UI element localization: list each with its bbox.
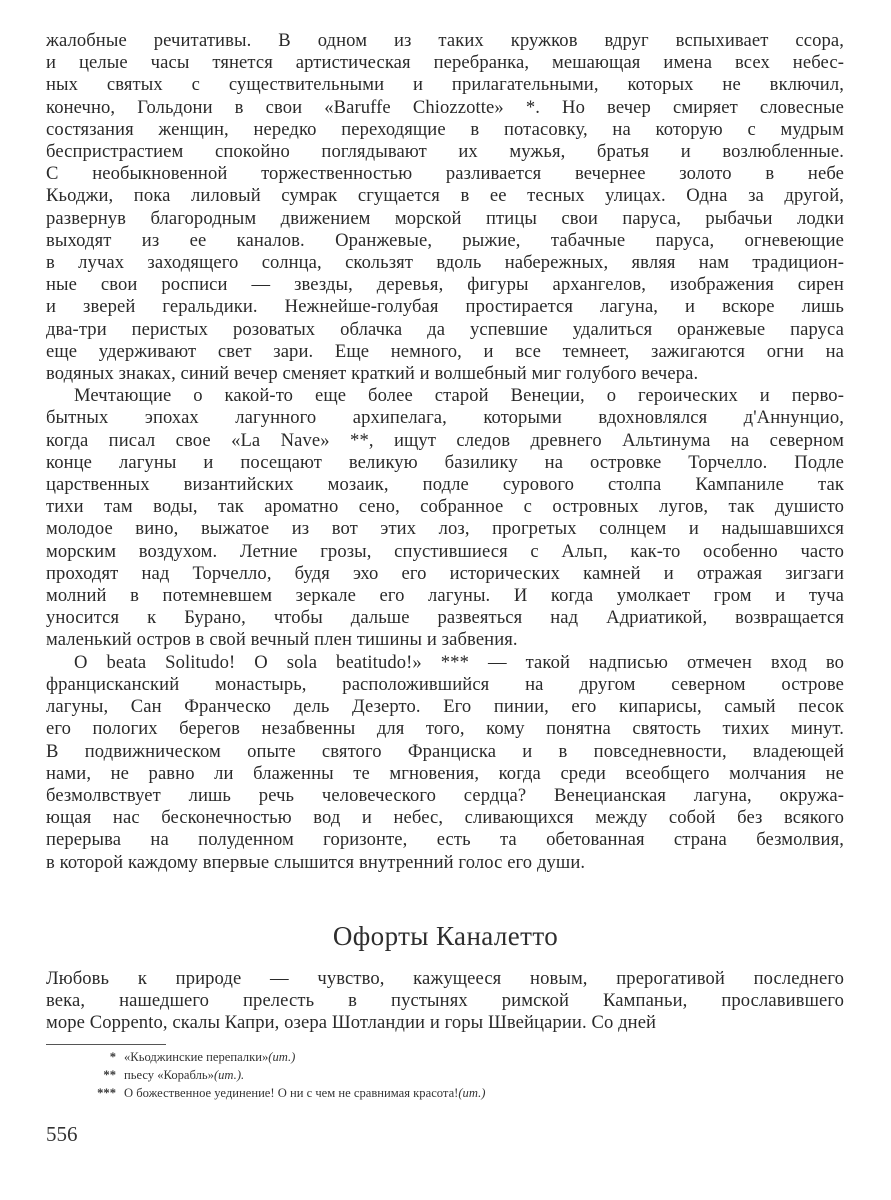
footnote-note: (ит.). xyxy=(213,1068,245,1082)
text-line: маленький остров в свой вечный плен тишины и забвения. xyxy=(46,629,518,651)
text-line: проходят над Торчелло, будя эхо его исторических камней и отражая зигзаги xyxy=(46,562,844,584)
footnotes xyxy=(46,1048,844,1102)
text-line: Кьоджи, пока лиловый сумрак сгущается в ее тесных улицах. Одна за другой, xyxy=(46,185,844,207)
text-line: водяных знаках, синий вечер сменяет краткий и волшебный миг голубого вечера. xyxy=(46,363,699,385)
footnote-text: «Кьоджинские перепалки» xyxy=(124,1050,269,1064)
text-line: и зверей геральдики. Нежнейше-голубая простирается лагуна, и вскоре лишь xyxy=(46,296,844,318)
section-canaletto-text xyxy=(46,968,844,1035)
paragraph-canaletto-intro xyxy=(46,968,844,1035)
footnote-mark: *** xyxy=(97,1086,116,1100)
paragraph-chioggia xyxy=(46,30,844,385)
text-line: выходят из ее каналов. Оранжевые, рыжие, табачные паруса, огневеющие xyxy=(46,229,844,251)
text-line: францисканский монастырь, расположившийся на другом северном острове xyxy=(46,673,844,695)
footnote-1 xyxy=(46,1048,844,1066)
footnote-mark: * xyxy=(109,1050,116,1064)
footnote-divider xyxy=(46,1044,166,1045)
text-line: море Соррento, скалы Капри, озера Шотландии и горы Швейцарии. Со дней xyxy=(46,1012,657,1034)
text-line: бытных эпохах лагунного архипелага, которыми вдохновлялся д'Аннунцио, xyxy=(46,407,844,429)
text-line: морским воздухом. Летние грозы, спустившиеся с Альп, как-то особенно часто xyxy=(46,540,844,562)
text-line: уносится к Бурано, чтобы дальше развеяться над Адриатикой, возвращается xyxy=(46,607,844,629)
text-line: нами, не равно ли блаженны те мгновения, когда среди всеобщего молчания не xyxy=(46,762,844,784)
text-line: беспристрастием спокойно поглядывают их мужья, братья и возлюбленные. xyxy=(46,141,844,163)
footnote-note: (ит.) xyxy=(268,1050,296,1064)
text-line: развернув благородным движением морской птицы свои паруса, рыбачьи лодки xyxy=(46,207,844,229)
text-line: лагуны, Сан Франческо дель Дезерто. Его пинии, его кипарисы, самый песок xyxy=(46,696,844,718)
text-line: еще удерживают свет зари. Еще немного, и все темнеет, зажигаются огни на xyxy=(46,340,844,362)
footnote-text: пьесу «Корабль» xyxy=(124,1068,214,1082)
footnote-note: (ит.) xyxy=(458,1086,486,1100)
footnote-3 xyxy=(46,1084,844,1102)
paragraph-san-francesco xyxy=(46,652,844,874)
text-line: С необыкновенной торжественностью разливается вечернее золото в небе xyxy=(46,163,844,185)
footnote-text: О божественное уединение! О ни с чем не сравнимая красота! xyxy=(124,1086,459,1100)
text-line: безмолвствует лишь речь человеческого сердца? Венецианская лагуна, окружа- xyxy=(46,784,844,806)
main-text xyxy=(46,30,844,874)
text-line: В подвижническом опыте святого Франциска и в повседневности, владеющей xyxy=(46,740,844,762)
text-line: два-три перистых розоватых облачка да успевшие удалиться оранжевые паруса xyxy=(46,318,844,340)
text-line: конечно, Гольдони в свои «Baruffe Chiozzotte» *. Но вечер смиряет словесные xyxy=(46,96,844,118)
text-line: ные свои росписи — звезды, деревья, фигуры архангелов, изображения сирен xyxy=(46,274,844,296)
text-line: царственных византийских мозаик, подле сурового столпа Кампаниле так xyxy=(46,474,844,496)
text-line: ных святых с существительными и прилагательными, которых не включил, xyxy=(46,74,844,96)
text-line: века, нашедшего прелесть в пустынях римской Кампаньи, прославившего xyxy=(46,990,844,1012)
page-number: 556 xyxy=(46,1122,78,1146)
section-title: Офорты Каналетто xyxy=(332,921,559,951)
text-line: состязания женщин, нередко переходящие в потасовку, на которую с мудрым xyxy=(46,118,844,140)
text-line: конце лагуны и посещают великую базилику на островке Торчелло. Подле xyxy=(46,451,844,473)
text-line: тихи там воды, так ароматно сено, собранное с островных лугов, так душисто xyxy=(46,496,844,518)
text-line: Мечтающие о какой-то еще более старой Венеции, о героических и перво- xyxy=(74,385,844,407)
text-line: O beata Solitudo! O sola beatitudo!» *** — такой надписью отмечен вход во xyxy=(74,651,844,673)
text-line: ющая нас бесконечностью вод и небес, сливающихся между собой без всякого xyxy=(46,807,844,829)
text-line: в лучах заходящего солнца, скользят вдоль набережных, являя нам традицион- xyxy=(46,252,844,274)
text-line: жалобные речитативы. В одном из таких кружков вдруг вспыхивает ссора, xyxy=(46,30,844,51)
text-line: и целые часы тянется артистическая перебранка, мешающая имена всех небес- xyxy=(46,52,844,74)
text-line: молодое вино, выжатое из вот этих лоз, прогретых солнцем и надышавшихся xyxy=(46,518,844,540)
text-line: перерыва на полуденном горизонте, есть та обетованная страна безмолвия, xyxy=(46,829,844,851)
text-line: его пологих берегов незабвенны для того, кому понятна святость тихих минут. xyxy=(46,718,844,740)
footnote-2 xyxy=(46,1066,844,1084)
text-line: молний в потемневшем зеркале его лагуны. И когда умолкает гром и туча xyxy=(46,585,844,607)
text-line: Любовь к природе — чувство, кажущееся новым, прерогативой последнего xyxy=(46,968,844,989)
footnote-mark: ** xyxy=(103,1068,116,1082)
text-line: когда писал свое «La Nave» **, ищут следов древнего Альтинума на северном xyxy=(46,429,844,451)
paragraph-torcello xyxy=(46,385,844,651)
text-line: в которой каждому впервые слышится внутренний голос его души. xyxy=(46,851,586,873)
